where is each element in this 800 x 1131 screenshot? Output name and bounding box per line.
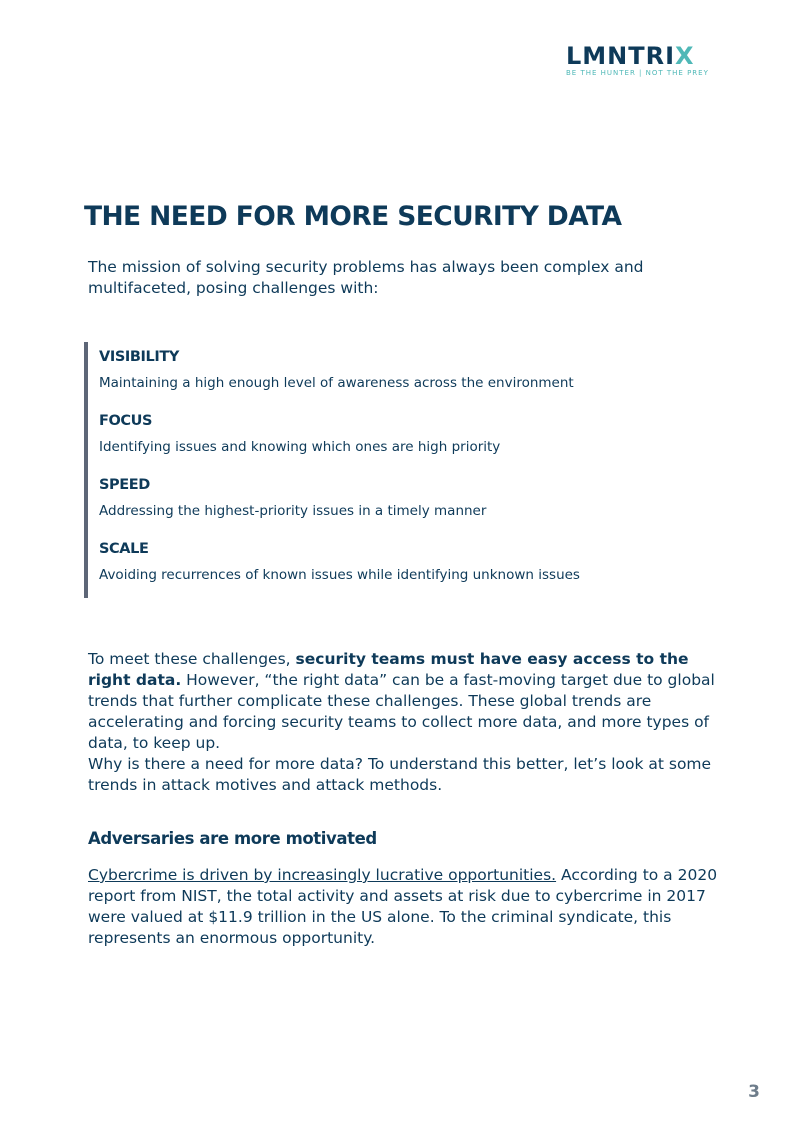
logo-wordmark [566,44,720,68]
challenge-description: Avoiding recurrences of known issues while identifying unknown issues [99,567,580,583]
challenge-description: Identifying issues and knowing which ones are high priority [99,439,501,455]
paragraph-body-text: According to a 2020 report from NIST, the total activity and assets at risk due to cybercrime in 2017 were valued at $11.9 trillion in the US alone. To the criminal syndicate, this represents an enormous opportunity. [88,866,718,947]
logo-tagline: BE THE HUNTER | NOT THE PREY [566,69,709,77]
challenge-title: FOCUS [99,413,153,429]
logo-wordmark-accent: X [675,42,695,70]
body-paragraph-right-data [88,649,728,754]
section-heading: Adversaries are more motivated [88,829,377,848]
page-title: THE NEED FOR MORE SECURITY DATA [84,201,622,232]
challenge-title: SCALE [99,541,149,557]
challenge-item-speed [99,476,486,520]
company-logo [566,44,720,77]
logo-wordmark-main: LMNTRI [566,42,676,70]
cybercrime-source-link[interactable]: Cybercrime is driven by increasingly lucrative opportunities. [88,866,557,884]
challenge-description: Maintaining a high enough level of awareness across the environment [99,375,574,391]
body-paragraph-cybercrime [88,865,728,949]
challenge-item-visibility [99,348,574,392]
intro-paragraph: The mission of solving security problems has always been complex and multifaceted, posing challenges with: [88,258,644,297]
paragraph-lead-text: To meet these challenges, [88,650,296,668]
challenge-item-focus [99,412,500,456]
paragraph-body-text: However, “the right data” can be a fast-moving target due to global trends that further complicate these challenges. These global trends are accelerating and forcing security teams to collect more data, and more types of data, to keep up. [88,671,715,752]
challenge-description: Addressing the highest-priority issues in a timely manner [99,503,487,519]
challenge-title: VISIBILITY [99,349,179,365]
challenges-list [84,342,728,598]
paragraph-emphasis-text: security teams must have easy access to the right data. [88,650,689,689]
challenge-item-scale [99,540,580,584]
challenge-title: SPEED [99,477,150,493]
body-paragraph-why-more-data: Why is there a need for more data? To understand this better, let’s look at some trends in attack motives and attack methods. [88,755,712,794]
page-number: 3 [748,1082,760,1102]
